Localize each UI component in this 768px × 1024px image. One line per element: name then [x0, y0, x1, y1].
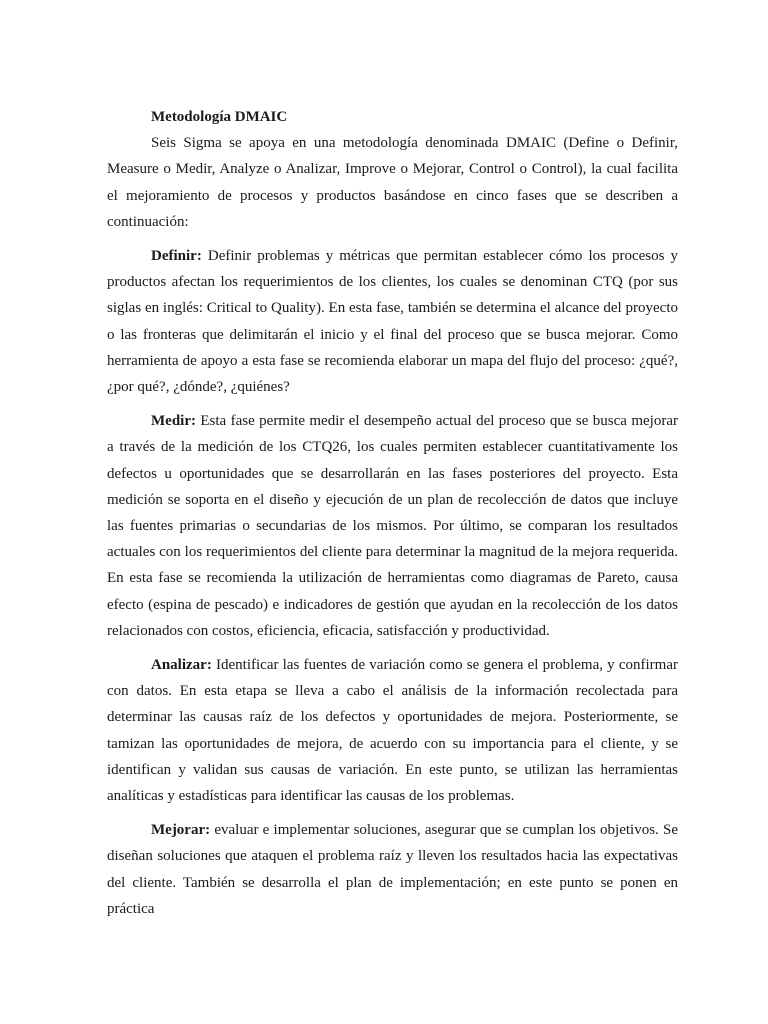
- phase-paragraph-mejorar: [107, 817, 678, 922]
- phase-text-mejorar: evaluar e implementar soluciones, asegurar que se cumplan los objetivos. Se diseñan soluciones que ataquen el problema raíz y lleven los resultados hacia las expectativas del cliente. También se desarrolla el plan de implementación; en este punto se ponen en práctica: [107, 822, 678, 917]
- phase-text-definir: Definir problemas y métricas que permitan establecer cómo los procesos y productos afectan los requerimientos de los clientes, los cuales se denominan CTQ (por sus siglas en inglés: Critical to Quality). En esta fase, también se determina el alcance del proyecto o las fronteras que delimitarán el inicio y el final del proceso que se busca mejorar. Como herramienta de apoyo a esta fase se recomienda elaborar un mapa del flujo del proceso: ¿qué?, ¿por qué?, ¿dónde?, ¿quiénes?: [107, 248, 678, 396]
- phase-text-medir: Esta fase permite medir el desempeño actual del proceso que se busca mejorar a través de la medición de los CTQ26, los cuales permiten establecer cuantitativamente los defectos u oportunidades que se desarrollarán en las fases posteriores del proyecto. Esta medición se soporta en el diseño y ejecución de un plan de recolección de datos que incluye las fuentes primarias o secundarias de los mismos. Por último, se comparan los resultados actuales con los requerimientos del cliente para determinar la magnitud de la mejora requerida. En esta fase se recomienda la utilización de herramientas como diagramas de Pareto, causa efecto (espina de pescado) e indicadores de gestión que ayudan en la recolección de los datos relacionados con costos, eficiencia, eficacia, satisfacción y productividad.: [107, 413, 678, 639]
- phase-term-medir: Medir:: [151, 413, 196, 430]
- intro-paragraph: Seis Sigma se apoya en una metodología denominada DMAIC (Define o Definir, Measure o Medir, Analyze o Analizar, Improve o Mejorar, Control o Control), la cual facilita el mejoramiento de procesos y productos basándose en cinco fases que se describen a continuación:: [107, 135, 678, 230]
- phase-paragraph-definir: [107, 243, 678, 400]
- phase-term-mejorar: Mejorar:: [151, 822, 211, 839]
- phase-paragraph-medir: [107, 408, 678, 644]
- phase-term-definir: Definir:: [151, 248, 202, 265]
- phase-text-analizar: Identificar las fuentes de variación como se genera el problema, y confirmar con datos. En esta etapa se lleva a cabo el análisis de la información recolectada para determinar las causas raíz de los defectos y oportunidades de mejora. Posteriormente, se tamizan las oportunidades de mejora, de acuerdo con su importancia para el cliente, y se identifican y validan sus causas de variación. En este punto, se utilizan las herramientas analíticas y estadísticas para identificar las causas de los problemas.: [107, 657, 678, 805]
- phase-term-analizar: Analizar:: [151, 657, 212, 674]
- phase-paragraph-analizar: [107, 652, 678, 809]
- section-heading: Metodología DMAIC: [151, 109, 288, 125]
- document-page: [107, 104, 678, 930]
